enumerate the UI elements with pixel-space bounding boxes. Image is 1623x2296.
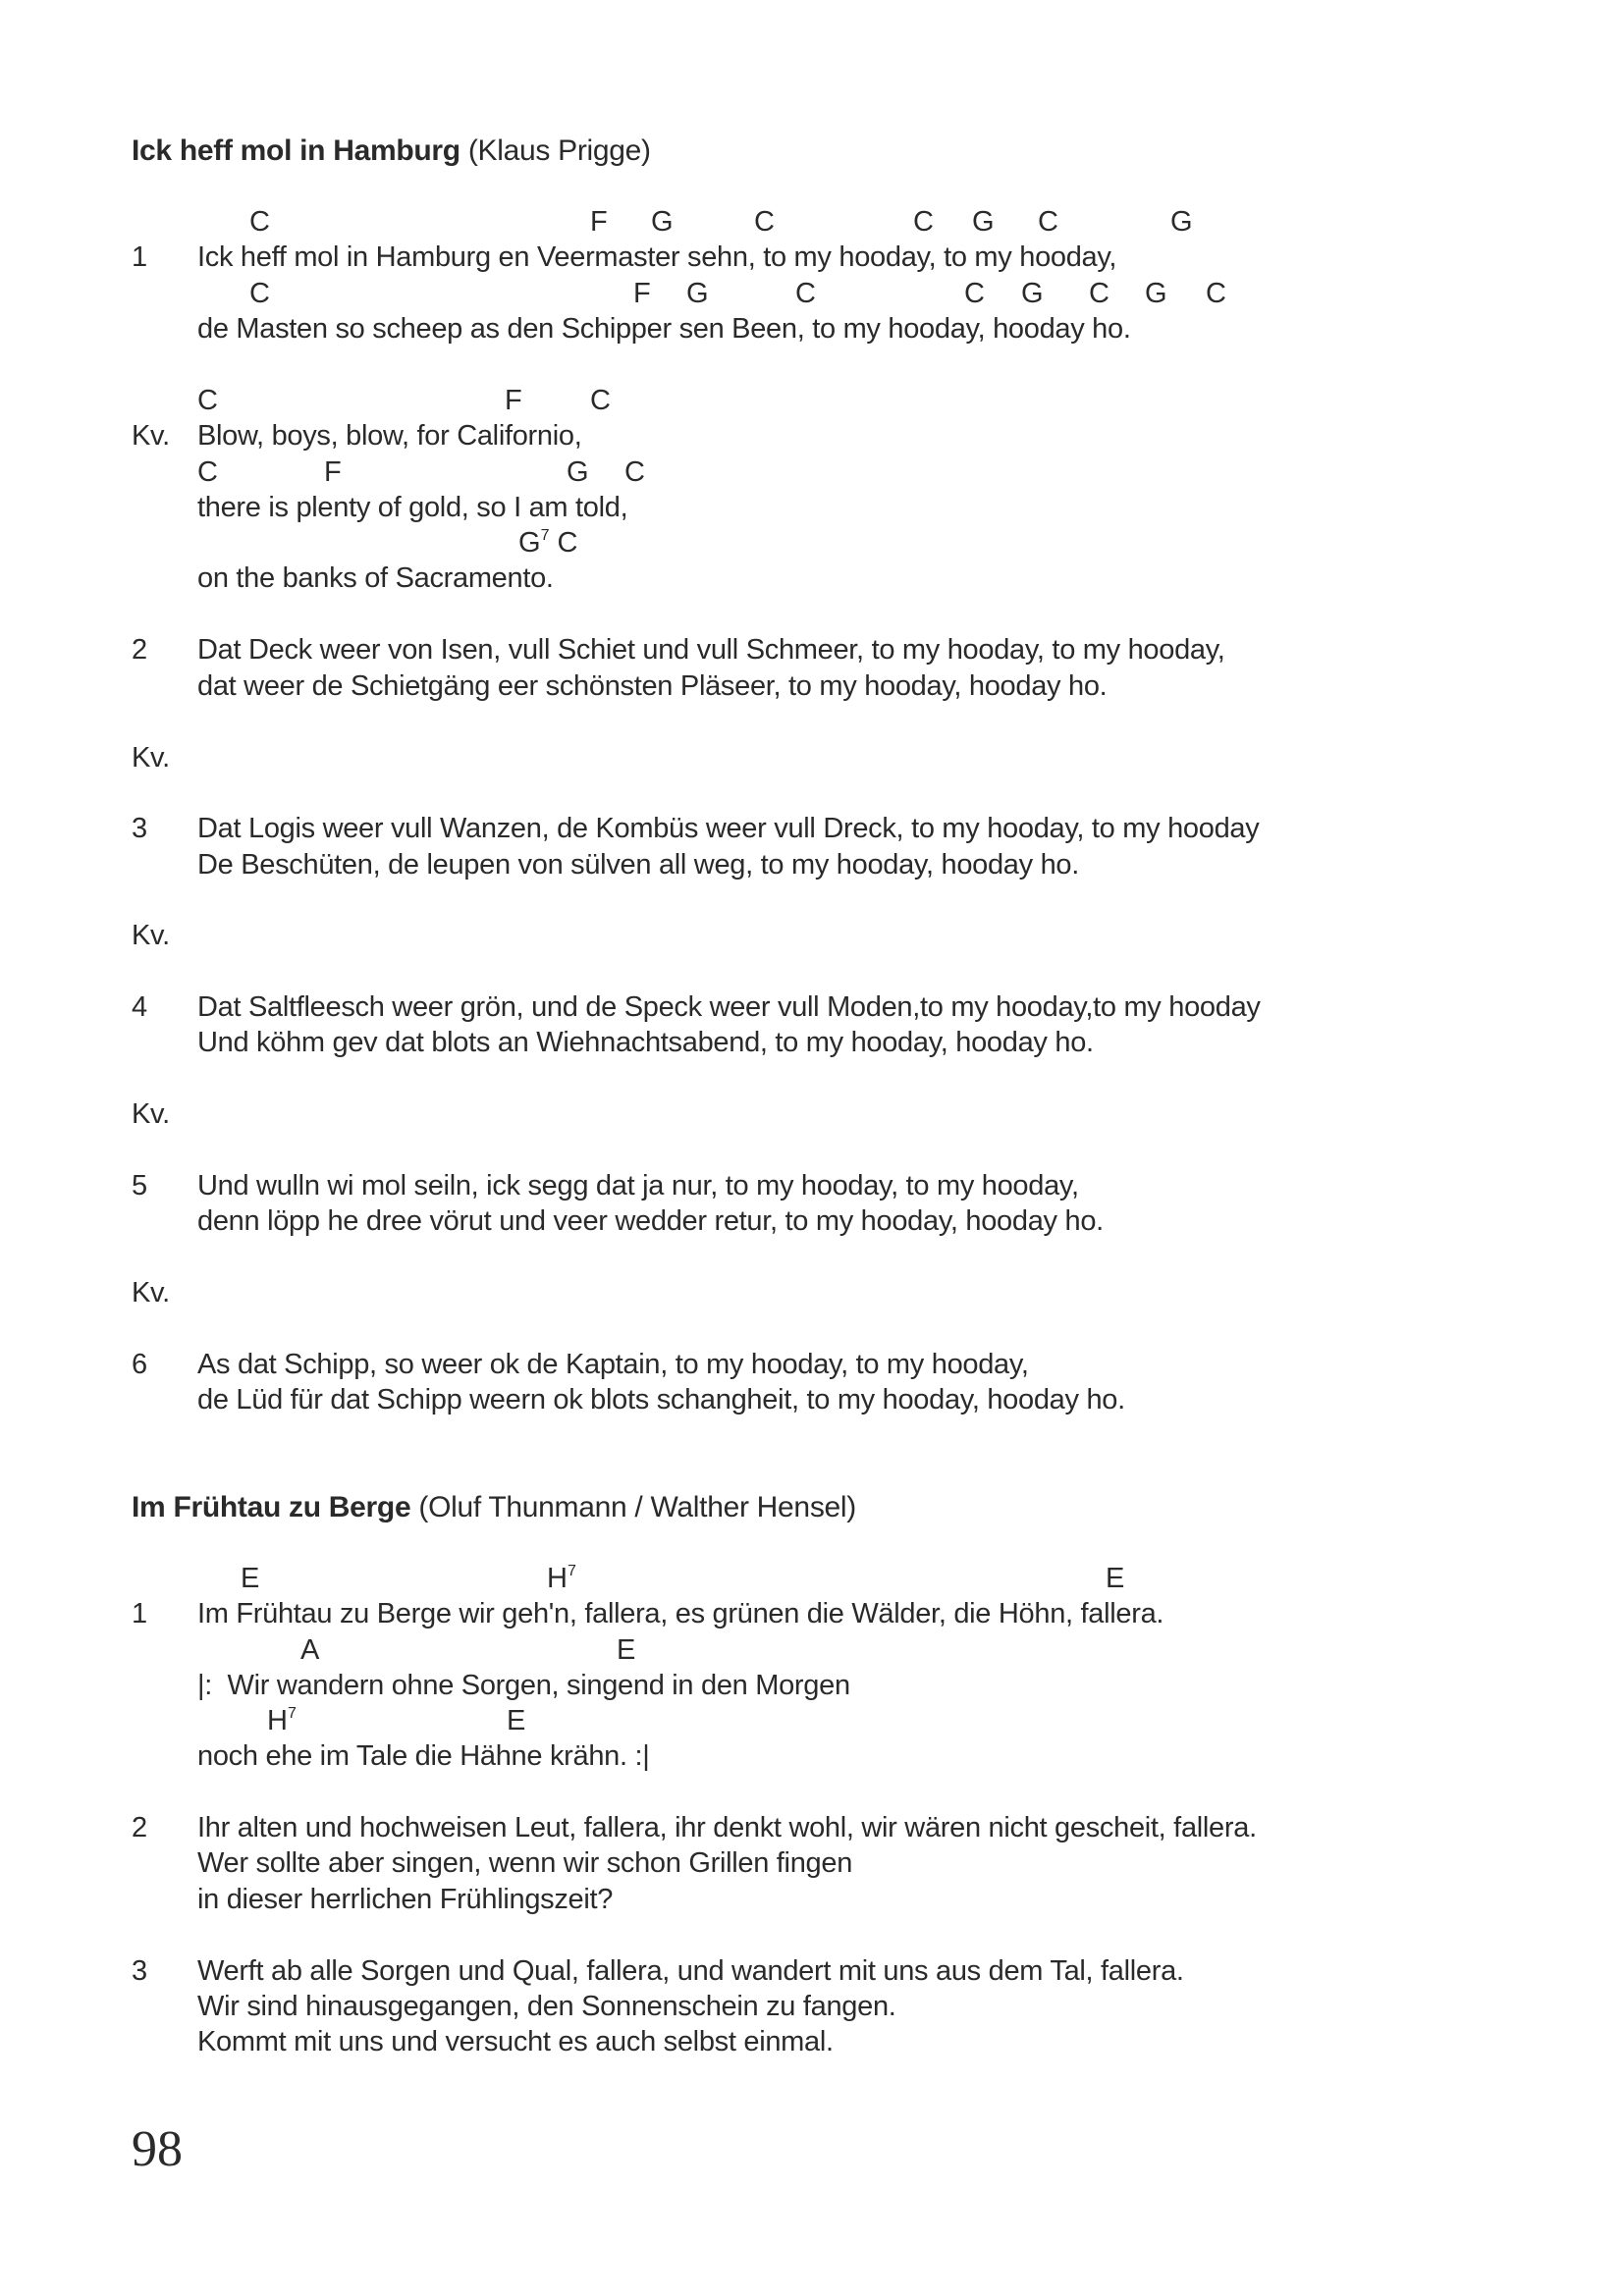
chord: A: [300, 1634, 320, 1666]
lyric-line: Dat Logis weer vull Wanzen, de Kombüs weer vull Dreck, to my hooday, to my hooday: [197, 813, 1260, 844]
chord: G: [518, 527, 541, 559]
lyric-line: De Beschüten, de leupen von sülven all weg, to my hooday, hooday ho.: [197, 849, 1080, 881]
chord: G: [1021, 278, 1044, 309]
lyric-line: Dat Deck weer von Isen, vull Schiet und vull Schmeer, to my hooday, to my hooday,: [197, 634, 1225, 666]
verse-number: 2: [132, 634, 147, 666]
lyric-line: Und köhm gev dat blots an Wiehnachtsabend, to my hooday, hooday ho.: [197, 1027, 1094, 1058]
chord: C: [754, 206, 775, 238]
lyric-line: Kommt mit uns und versucht es auch selbst einmal.: [197, 2026, 834, 2057]
lyric-line: Und wulln wi mol seiln, ick segg dat ja nur, to my hooday, to my hooday,: [197, 1170, 1079, 1201]
lyric-line: Wer sollte aber singen, wenn wir schon Grillen fingen: [197, 1847, 853, 1879]
verse-number: 4: [132, 991, 147, 1023]
chord: C: [1038, 206, 1058, 238]
chord: C: [964, 278, 985, 309]
chord: C: [590, 385, 611, 416]
lyric-line: Im Frühtau zu Berge wir geh'n, fallera, es grünen die Wälder, die Höhn, fallera.: [197, 1598, 1164, 1629]
verse-number: 1: [132, 1598, 147, 1629]
chord: F: [633, 278, 651, 309]
verse-number: 1: [132, 241, 147, 273]
chord: E: [507, 1705, 526, 1736]
chord: F: [324, 456, 342, 488]
lyric-line: there is plenty of gold, so I am told,: [197, 492, 628, 523]
chord: C: [795, 278, 816, 309]
chord: E: [241, 1563, 260, 1594]
lyric-line: on the banks of Sacramento.: [197, 562, 554, 594]
lyric-line: in dieser herrlichen Frühlingszeit?: [197, 1884, 614, 1915]
chorus-label: Kv.: [132, 920, 170, 951]
chord: F: [505, 385, 522, 416]
chord: E: [1106, 1563, 1125, 1594]
lyric-line: Ick heff mol in Hamburg en Veermaster sehn, to my hooday, to my hooday,: [197, 241, 1117, 273]
chord: F: [590, 206, 608, 238]
verse-number: 3: [132, 813, 147, 844]
chord: G: [686, 278, 709, 309]
chord: G: [1145, 278, 1167, 309]
lyric-line: Ihr alten und hochweisen Leut, fallera, ihr denkt wohl, wir wären nicht gescheit, fallera.: [197, 1812, 1257, 1843]
chord: $H^7$: [267, 1705, 297, 1736]
lyric-line: Wir sind hinausgegangen, den Sonnenschein zu fangen.: [197, 1991, 896, 2022]
chord: C: [1206, 278, 1226, 309]
chorus-label: Kv.: [132, 1277, 170, 1308]
chord-line: [518, 525, 577, 561]
chord: C: [197, 385, 218, 416]
chord-superscript: 7: [287, 1705, 297, 1722]
verse-number: 6: [132, 1349, 147, 1380]
song-title: Im Frühtau zu Berge (Oluf Thunmann / Walther Hensel): [132, 1491, 856, 1523]
lyric-line: dat weer de Schietgäng eer schönsten Pläseer, to my hooday, hooday ho.: [197, 670, 1108, 702]
chord: C: [249, 278, 270, 309]
chord: G: [567, 456, 589, 488]
lyric-line: Dat Saltfleesch weer grön, und de Speck weer vull Moden,to my hooday,to my hooday: [197, 991, 1261, 1023]
lyric-line: As dat Schipp, so weer ok de Kaptain, to my hooday, to my hooday,: [197, 1349, 1029, 1380]
chord: C: [249, 206, 270, 238]
chord-superscript: 7: [567, 1563, 576, 1579]
chord: C: [624, 456, 645, 488]
lyric-line: |: Wir wandern ohne Sorgen, singend in den Morgen: [197, 1670, 850, 1701]
lyric-line: de Masten so scheep as den Schipper sen Been, to my hooday, hooday ho.: [197, 313, 1131, 345]
lyric-line: Werft ab alle Sorgen und Qual, fallera, und wandert mit uns aus dem Tal, fallera.: [197, 1955, 1184, 1987]
chord: G: [1170, 206, 1193, 238]
chord: C: [197, 456, 218, 488]
lyric-line: Blow, boys, blow, for Californio,: [197, 420, 582, 452]
lyric-line: de Lüd für dat Schipp weern ok blots schangheit, to my hooday, hooday ho.: [197, 1384, 1125, 1415]
song-title: Ick heff mol in Hamburg (Klaus Prigge): [132, 134, 651, 167]
chord-superscript: 7: [540, 527, 550, 544]
chorus-label: Kv.: [132, 420, 170, 452]
chord: G: [972, 206, 995, 238]
chord: C: [1089, 278, 1109, 309]
chord: $H^7$: [547, 1563, 576, 1594]
chorus-label: Kv.: [132, 1098, 170, 1130]
chord: G: [651, 206, 674, 238]
chord: E: [617, 1634, 636, 1666]
verse-number: 2: [132, 1812, 147, 1843]
verse-number: 3: [132, 1955, 147, 1987]
chord: C: [557, 527, 578, 559]
lyric-line: denn löpp he dree vörut und veer wedder retur, to my hooday, hooday ho.: [197, 1205, 1104, 1237]
verse-number: 5: [132, 1170, 147, 1201]
page-number: 98: [132, 2121, 183, 2177]
chorus-label: Kv.: [132, 742, 170, 774]
chord: C: [913, 206, 934, 238]
lyric-line: noch ehe im Tale die Hähne krähn. :|: [197, 1740, 650, 1772]
